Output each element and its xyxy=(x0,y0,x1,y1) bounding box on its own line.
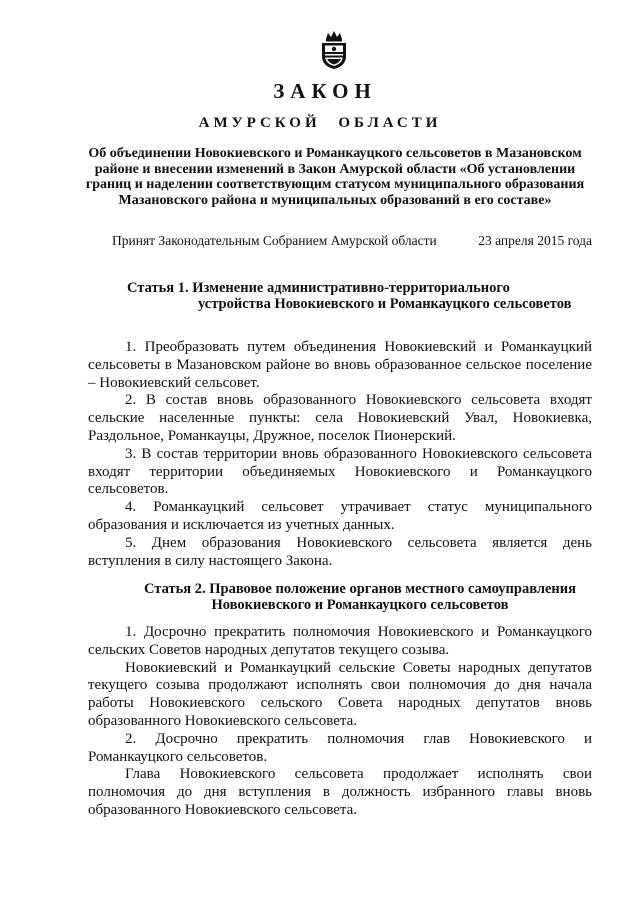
article-2-body xyxy=(88,624,592,820)
article-1-body xyxy=(88,339,592,570)
article-1-paragraph: 4. Романкауцкий сельсовет утрачивает статус муниципального образования и исключается из учетных данных. xyxy=(88,499,592,533)
adopted-by: Принят Законодательным Собранием Амурской области xyxy=(112,233,437,248)
region-title: АМУРСКОЙ ОБЛАСТИ xyxy=(198,115,442,131)
article-1-heading-rest: устройства Новокиевского и Романкауцкого сельсоветов xyxy=(198,295,572,312)
adoption-line xyxy=(112,233,592,249)
article-2-paragraph: Новокиевский и Романкауцкий сельские Советы народных депутатов текущего созыва продолжают исполнять свои полномочия до дня начала работы Новокиевского сельского Совета народных депутатов вновь образованного Новокиевского сельсовета. xyxy=(88,659,592,729)
law-title: ЗАКОН xyxy=(273,79,377,103)
article-2-paragraph: Глава Новокиевского сельсовета продолжает исполнять свои полномочия до дня вступления в должность избранного главы вновь образованного Новокиевского сельсовета. xyxy=(88,766,592,818)
coat-of-arms-icon xyxy=(319,30,349,70)
article-1-heading xyxy=(127,281,597,312)
law-name: Об объединении Новокиевского и Романкауцкого сельсоветов в Мазановском районе и внесении изменений в Закон Амурской области «Об установлении границ и наделении соответствующим статусом муниципального образования Мазановского района и муниципальных образований в его составе» xyxy=(85,146,585,208)
article-2-heading: Статья 2. Правовое положение органов местного самоуправления Новокиевского и Романкауцкого сельсоветов xyxy=(144,581,576,613)
article-1-heading-first: Статья 1. Изменение административно-территориального xyxy=(127,280,510,296)
article-2-paragraph: 1. Досрочно прекратить полномочия Новокиевского и Романкауцкого сельских Советов народных депутатов текущего созыва. xyxy=(88,624,592,658)
article-2-paragraph: 2. Досрочно прекратить полномочия глав Новокиевского и Романкауцкого сельсоветов. xyxy=(88,730,592,765)
article-1-paragraph: 5. Днем образования Новокиевского сельсовета является день вступления в силу настоящего Закона. xyxy=(88,534,592,569)
article-1-paragraph: 1. Преобразовать путем объединения Новокиевский и Романкауцкий сельсоветы в Мазановском районе во вновь образованное сельское поселение – Новокиевский сельсовет. xyxy=(88,339,592,391)
article-1-paragraph: 3. В состав территории вновь образованного Новокиевского сельсовета входят территории объединяемых Новокиевского и Романкауцкого сельсоветов. xyxy=(88,445,592,498)
adopted-date: 23 апреля 2015 года xyxy=(478,233,592,248)
article-1-paragraph: 2. В состав вновь образованного Новокиевского сельсовета входят сельские населенные пункты: села Новокиевский Увал, Новокиевка, Раздольное, Романкауцы, Дружное, поселок Пионерский. xyxy=(88,392,592,444)
